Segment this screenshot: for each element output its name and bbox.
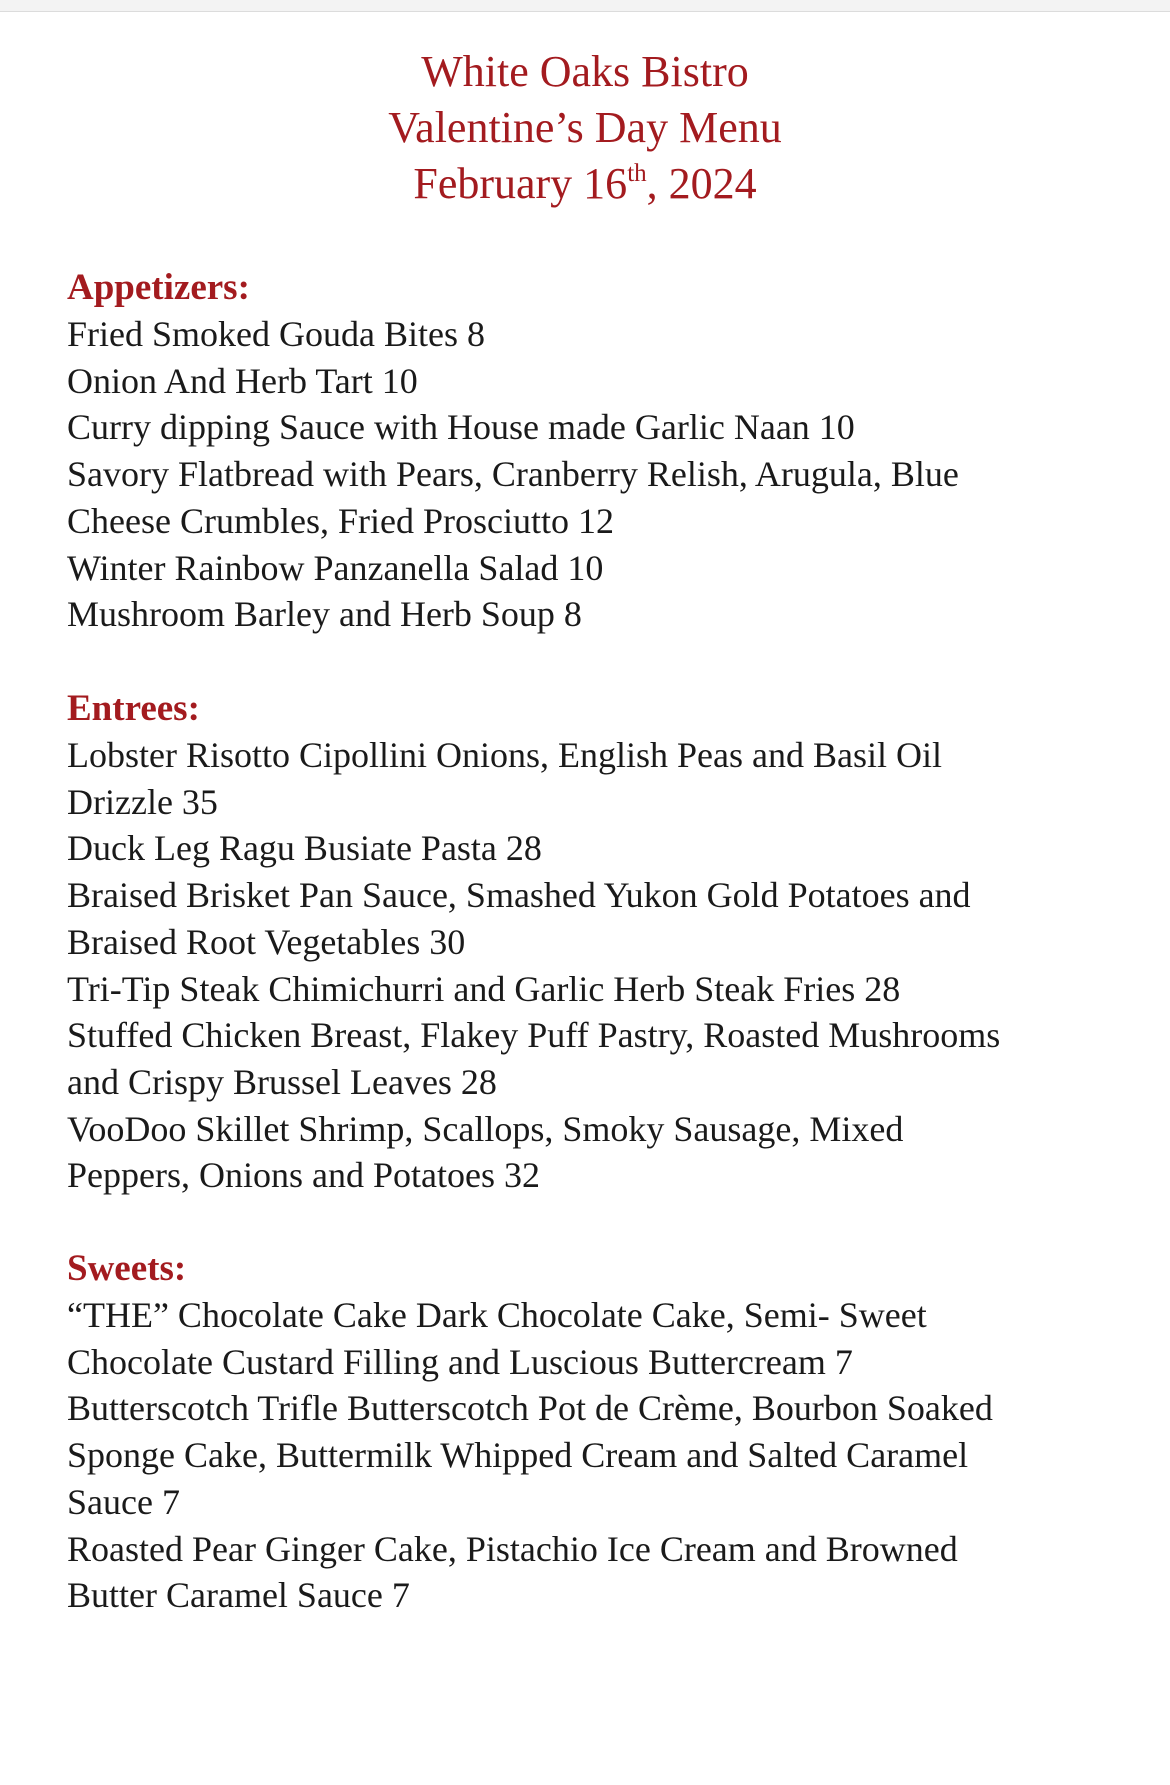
- menu-line: Lobster Risotto Cipollini Onions, English Peas and Basil Oil: [67, 735, 943, 775]
- menu-line: Drizzle 35: [67, 781, 218, 822]
- menu-line: Braised Root Vegetables 30: [67, 921, 466, 962]
- menu-line: Butterscotch Trifle Butterscotch Pot de Crème, Bourbon Soaked: [67, 1388, 993, 1429]
- entrees-heading: Entrees:: [67, 688, 200, 729]
- menu-line: Peppers, Onions and Potatoes 32: [67, 1155, 540, 1196]
- menu-line: Savory Flatbread with Pears, Cranberry Relish, Arugula, Blue: [67, 454, 959, 495]
- menu-header: [0, 44, 1170, 219]
- menu-line: “THE” Chocolate Cake Dark Chocolate Cake, Semi- Sweet: [67, 1295, 927, 1335]
- menu-line: and Crispy Brussel Leaves 28: [67, 1061, 497, 1102]
- date-prefix: February 16: [413, 159, 628, 208]
- menu-line: Winter Rainbow Panzanella Salad 10: [67, 547, 604, 588]
- menu-line: Mushroom Barley and Herb Soup 8: [67, 594, 582, 635]
- restaurant-name: White Oaks Bistro: [421, 47, 749, 96]
- menu-line: Cheese Crumbles, Fried Prosciutto 12: [67, 500, 614, 541]
- menu-title: Valentine’s Day Menu: [388, 103, 782, 152]
- menu-line: Sauce 7: [67, 1481, 180, 1522]
- menu-line: Curry dipping Sauce with House made Garlic Naan 10: [67, 407, 855, 448]
- menu-line: Tri-Tip Steak Chimichurri and Garlic Herb Steak Fries 28: [67, 968, 901, 1009]
- appetizers-heading: Appetizers:: [67, 267, 250, 308]
- appetizers-section: [67, 265, 1127, 638]
- menu-line: Chocolate Custard Filling and Luscious Buttercream 7: [67, 1341, 853, 1382]
- menu-line: Braised Brisket Pan Sauce, Smashed Yukon Gold Potatoes and: [67, 875, 971, 916]
- menu-line: Fried Smoked Gouda Bites 8: [67, 314, 485, 354]
- menu-line: Butter Caramel Sauce 7: [67, 1575, 410, 1616]
- date-ordinal-suffix: th: [627, 160, 647, 187]
- menu-line: VooDoo Skillet Shrimp, Scallops, Smoky Sausage, Mixed: [67, 1108, 904, 1149]
- date-year: , 2024: [646, 159, 757, 208]
- menu-date: [0, 156, 1170, 219]
- menu-line: Onion And Herb Tart 10: [67, 360, 418, 401]
- entrees-section: [67, 686, 1127, 1199]
- menu-line: Duck Leg Ragu Busiate Pasta 28: [67, 828, 542, 869]
- sweets-section: [67, 1246, 1127, 1619]
- menu-line: Stuffed Chicken Breast, Flakey Puff Pastry, Roasted Mushrooms: [67, 1015, 1001, 1056]
- menu-line: Sponge Cake, Buttermilk Whipped Cream and Salted Caramel: [67, 1435, 969, 1476]
- sweets-heading: Sweets:: [67, 1248, 187, 1289]
- menu-line: Roasted Pear Ginger Cake, Pistachio Ice Cream and Browned: [67, 1528, 958, 1569]
